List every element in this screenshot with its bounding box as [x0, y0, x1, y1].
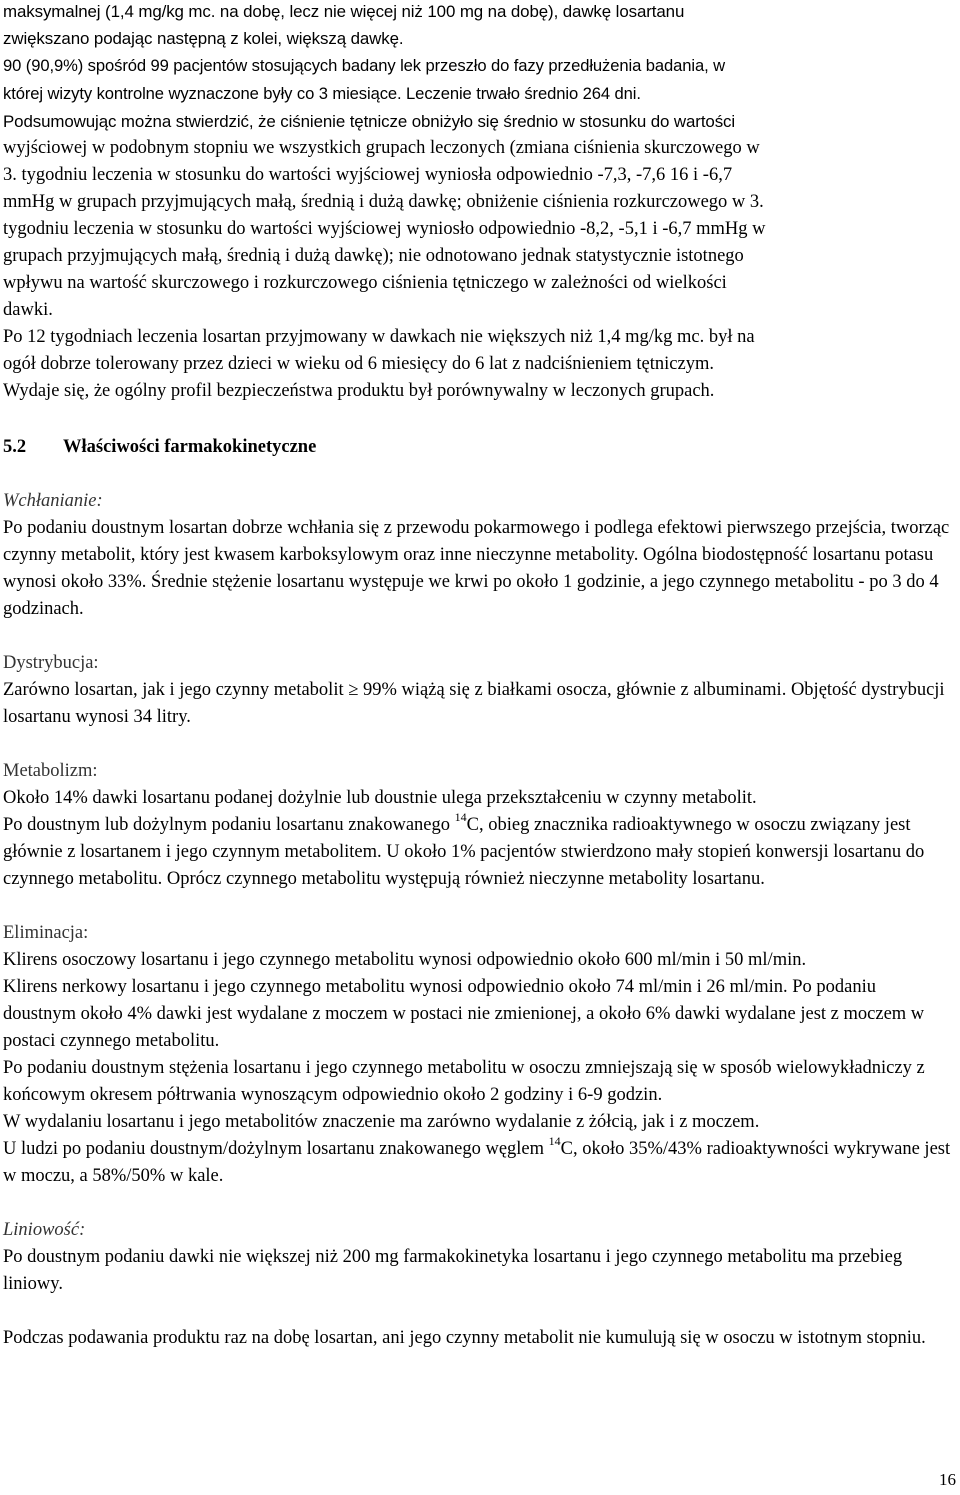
metabolism-text-part: Po doustnym lub dożylnym podaniu losartanu znakowanego: [3, 815, 451, 835]
metabolism-heading: Metabolizm:: [3, 761, 98, 781]
text-line: mmHg w grupach przyjmujących małą, średnią i dużą dawkę; obniżenie ciśnienia rozkurczowego w 3.: [3, 192, 764, 212]
section-title: Właściwości farmakokinetyczne: [63, 437, 317, 457]
metabolism-text: Około 14% dawki losartanu podanej dożylnie lub doustnie ulega przekształceniu w czynny metabolit.: [3, 788, 757, 808]
text-line: zwiększano podając następną z kolei, większą dawkę.: [3, 29, 404, 48]
distribution-text: [3, 677, 953, 731]
elimination-text: W wydalaniu losartanu i jego metabolitów znaczenie ma zarówno wydalanie z żółcią, jak i z moczem.: [3, 1112, 760, 1132]
elimination-text: [3, 1136, 953, 1190]
text-line: maksymalnej (1,4 mg/kg mc. na dobę, lecz nie więcej niż 100 mg na dobę), dawkę losartanu: [3, 2, 685, 21]
elimination-text-part: C, około 35%/43% radioaktywności wykrywane jest w moczu, a 58%/50% w kale.: [3, 1139, 951, 1186]
text-line-part: 90 (90,9%) spośród 99 pacjentów stosujących badany lek przeszło do fazy przedłużenia badania, w: [3, 56, 725, 75]
text-line: [3, 80, 953, 108]
text-line: wyjściowej w podobnym stopniu we wszystkich grupach leczonych (zmiana ciśnienia skurczowego w: [3, 138, 760, 158]
elimination-text-part: U ludzi po podaniu doustnym/dożylnym losartanu znakowanego węglem: [3, 1139, 545, 1159]
metabolism-text-part: C, obieg znacznika radioaktywnego w osoczu związany jest głównie z losartanem i jego czynnym metabolitem. U około 1% pacjentów stwierdzono mały stopień konwersji losartanu do czynnego metabolitu. Oprócz czynnego metabolitu występują również nieczynne metabolity losartanu.: [3, 815, 925, 889]
text-line-part: której wizyty kontrolne wyznaczone były co 3 miesiące. Leczenie trwało średnio 264 dni.: [3, 84, 641, 103]
elimination-heading: Eliminacja:: [3, 923, 89, 943]
elimination-text: Klirens nerkowy losartanu i jego czynnego metabolitu wynosi odpowiednio około 74 ml/min i 26 ml/min. Po podaniu doustnym około 4% dawki jest wydalane z moczem w postaci nie zmienionej, a około 6% dawki wydalane jest z moczem w postaci czynnego metabolitu.: [3, 977, 925, 1051]
elimination-text: Po podaniu doustnym stężenia losartanu i jego czynnego metabolitu w osoczu zmniejszają się w sposób wielowykładniczy z końcowym okresem półtrwania wynoszącym odpowiednio około 2 godziny i 6-9 godzin.: [3, 1058, 925, 1105]
distribution-heading: Dystrybucja:: [3, 653, 99, 673]
greater-or-equal-symbol: ≥: [348, 680, 359, 700]
elimination-text: Klirens osoczowy losartanu i jego czynnego metabolitu wynosi odpowiednio około 600 ml/min i 50 ml/min.: [3, 950, 807, 970]
section-heading: [3, 434, 953, 461]
text-line: Podsumowując można stwierdzić, że ciśnienie tętnicze obniżyło się średnio w stosunku do wartości: [3, 112, 736, 131]
text-line: 3. tygodniu leczenia w stosunku do wartości wyjściowej wyniosła odpowiednio -7,3, -7,6 16 i -6,7: [3, 165, 733, 185]
page-number: 16: [939, 1470, 956, 1489]
absorption-text: Po podaniu doustnym losartan dobrze wchłania się z przewodu pokarmowego i podlega efektowi pierwszego przejścia, tworząc czynny metabolit, który jest kwasem karboksylowym oraz inne nieczynne metabolity. Ogólna biodostępność losartanu potasu wynosi około 33%. Średnie stężenie losartanu występuje we krwi po około 1 godzinie, a jego czynnego metabolitu - po 3 do 4 godzinach.: [3, 518, 950, 619]
linearity-text: Podczas podawania produktu raz na dobę losartan, ani jego czynny metabolit nie kumulują się w osoczu w istotnym stopniu.: [3, 1328, 926, 1348]
distribution-text-part: 99% wiążą się z białkami osocza, głównie z albuminami. Objętość dystrybucji losartanu wynosi 34 litry.: [3, 680, 945, 727]
text-line: [3, 52, 953, 80]
absorption-heading: Wchłanianie:: [3, 491, 103, 511]
linearity-text: Po doustnym podaniu dawki nie większej niż 200 mg farmakokinetyka losartanu i jego czynnego metabolitu ma przebieg liniowy.: [3, 1247, 903, 1294]
text-line: ogół dobrze tolerowany przez dzieci w wieku od 6 miesięcy do 6 lat z nadciśnieniem tętniczym.: [3, 354, 714, 374]
linearity-heading: Liniowość:: [3, 1220, 86, 1240]
document-page: [3, 0, 953, 1352]
text-line: Po 12 tygodniach leczenia losartan przyjmowany w dawkach nie większych niż 1,4 mg/kg mc. był na: [3, 327, 755, 347]
text-line: grupach przyjmujących małą, średnią i dużą dawkę); nie odnotowano jednak statystycznie istotnego: [3, 246, 744, 266]
metabolism-text: [3, 812, 953, 893]
isotope-superscript: 14: [454, 810, 467, 824]
text-line: tygodniu leczenia w stosunku do wartości wyjściowej wyniosło odpowiednio -8,2, -5,1 i -6,7 mmHg w: [3, 219, 766, 239]
text-line: Wydaje się, że ogólny profil bezpieczeństwa produktu był porównywalny w leczonych grupach.: [3, 381, 715, 401]
text-line: wpływu na wartość skurczowego i rozkurczowego ciśnienia tętniczego w zależności od wielkości: [3, 273, 727, 293]
study-summary-paragraph: [3, 0, 953, 405]
text-line: dawki.: [3, 300, 53, 320]
section-number: 5.2: [3, 437, 27, 457]
isotope-superscript: 14: [548, 1134, 561, 1148]
distribution-text-part: Zarówno losartan, jak i jego czynny metabolit: [3, 680, 344, 700]
